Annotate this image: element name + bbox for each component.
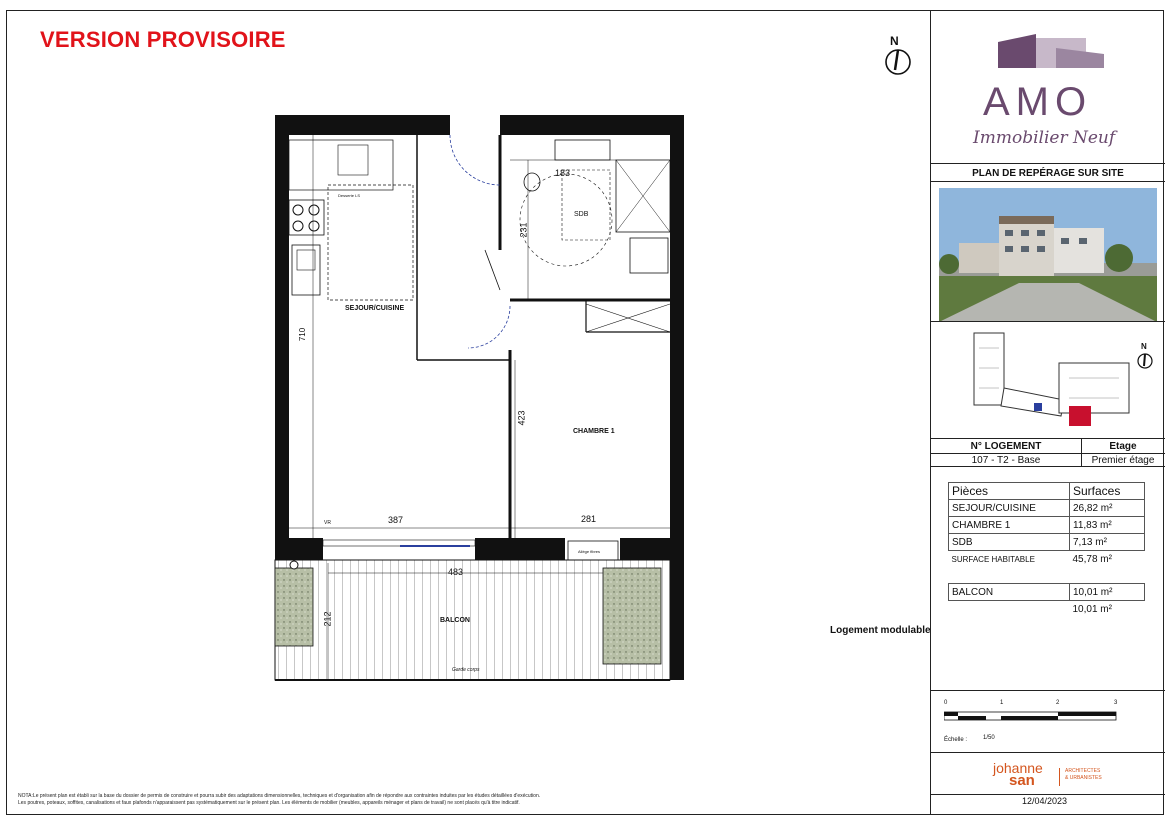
- dim-387: 387: [388, 515, 404, 525]
- tech-label: Allège fibres: [578, 549, 601, 554]
- scale-label: Échelle :: [944, 737, 968, 743]
- architect-tag-2: & URBANISTES: [1065, 775, 1102, 781]
- title-block: [930, 10, 1164, 815]
- footer-note: NOTA:Le présent plan est établi sur la base du dossier de permis de construire et pourra subir des adaptations dimensionnelles, techniques et d'organisation afin de répondre aux contraintes induites par les études détaillées d'exécution. Les poutres, poteaux, soffites, canalisations et faux plafonds n'apparaissent pas systématiquement sur le présent plan. Les éléments de mobilier (meubles, appareils ménager et plans de travail) ne sont placés qu'à titre indicatif.: [18, 793, 541, 806]
- balcony-total: 10,01 m²: [1072, 603, 1112, 615]
- site-plan-map: [969, 328, 1139, 438]
- dim-231: 231: [518, 222, 529, 238]
- modulable-label: Logement modulable: [830, 625, 931, 636]
- site-plan-title: PLAN DE REPÉRAGE SUR SITE: [972, 168, 1124, 179]
- dim-483: 483: [448, 567, 464, 577]
- surfaces-table: [948, 482, 1145, 617]
- dim-423: 423: [516, 410, 527, 426]
- scale-value: 1/50: [983, 735, 995, 741]
- plan-date: 12/04/2023: [1022, 796, 1068, 806]
- table-row: SDB 7,13 m²: [949, 534, 1145, 551]
- room-label-chambre: CHAMBRE 1: [573, 428, 615, 435]
- architect-tag-1: ARCHITECTES: [1065, 768, 1101, 774]
- surfaces-col-rooms: Pièces: [949, 483, 1070, 500]
- room-label-balcon: BALCON: [440, 617, 470, 624]
- dim-212: 212: [322, 611, 333, 627]
- unit-floor-value: Premier étage: [1091, 455, 1155, 466]
- unit-number-header: N° LOGEMENT: [970, 441, 1042, 452]
- surfaces-col-areas: Surfaces: [1070, 483, 1145, 500]
- scale-tick-3: 3: [1114, 700, 1118, 706]
- table-row: CHAMBRE 1 11,83 m²: [949, 517, 1145, 534]
- unit-floor-header: Etage: [1109, 441, 1137, 452]
- scale-bar: [944, 708, 1119, 722]
- habitable-row: SURFACE HABITABLE 45,78 m²: [951, 553, 1112, 565]
- provisional-label: VERSION PROVISOIRE: [40, 27, 286, 52]
- north-arrow-icon: [884, 48, 912, 76]
- logo-text: AMO: [983, 80, 1093, 124]
- dishwasher-label: Desserte LS: [338, 193, 361, 198]
- floor-plan: [270, 110, 690, 685]
- scale-tick-1: 1: [1000, 700, 1004, 706]
- building-photo: [939, 188, 1157, 322]
- balcony-row: BALCON 10,01 m²: [949, 584, 1145, 601]
- table-row: SEJOUR/CUISINE 26,82 m²: [949, 500, 1145, 517]
- dim-183: 183: [555, 168, 571, 178]
- railing-label: Garde corps: [452, 667, 480, 673]
- architect-name-1: johanne: [993, 760, 1043, 776]
- unit-number-value: 107 - T2 - Base: [971, 455, 1041, 466]
- architect-name-2: san: [1009, 772, 1035, 789]
- vr-label: VR: [324, 520, 331, 526]
- north-label: N: [890, 34, 899, 48]
- dim-281: 281: [581, 514, 597, 524]
- amo-logo-icon: [996, 32, 1106, 68]
- site-north-arrow-icon: [1136, 352, 1154, 370]
- site-north-label: N: [1141, 342, 1147, 351]
- logo-tagline: Immobilier Neuf: [973, 128, 1116, 148]
- scale-tick-0: 0: [944, 700, 948, 706]
- room-label-sejour: SEJOUR/CUISINE: [345, 305, 405, 312]
- room-label-sdb: SDB: [574, 211, 589, 218]
- scale-tick-2: 2: [1056, 700, 1060, 706]
- dim-710: 710: [298, 327, 308, 342]
